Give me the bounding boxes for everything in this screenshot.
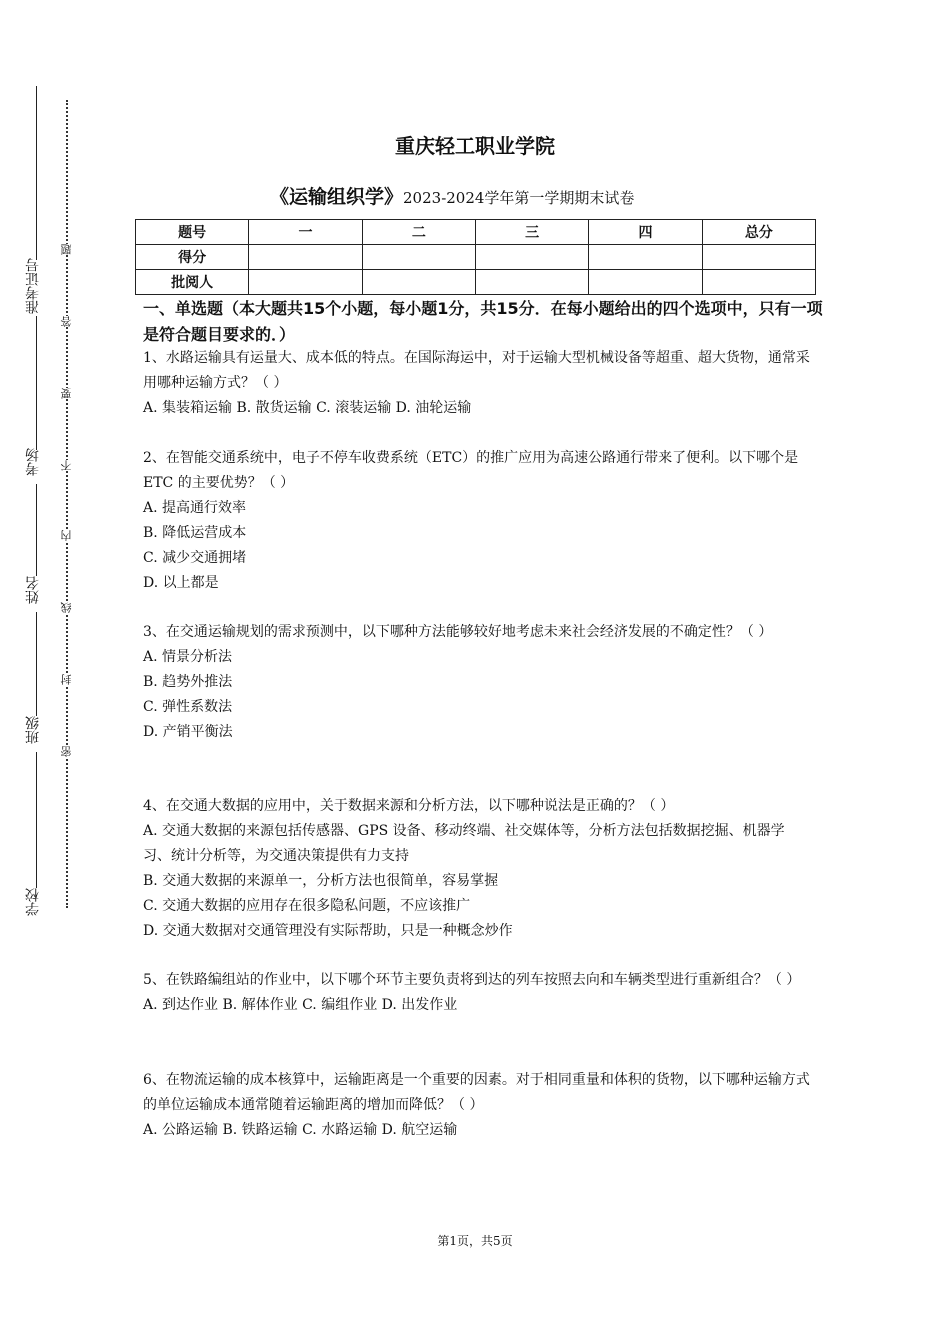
score-table xyxy=(135,219,816,295)
binding-label: 班级 xyxy=(25,716,41,744)
question-5 xyxy=(143,968,811,1018)
question-options: A. 公路运输 B. 铁路运输 C. 水路运输 D. 航空运输 xyxy=(143,1122,458,1138)
binding-field-school xyxy=(18,888,48,916)
question-options: A. 到达作业 B. 解体作业 C. 编组作业 D. 出发作业 xyxy=(143,997,458,1013)
question-stem: 1、水路运输具有运量大、成本低的特点。在国际海运中，对于运输大型机械设备等超重、超大货物，通常采用哪种运输方式？（ ） xyxy=(143,350,810,391)
seal-char: 密 xyxy=(60,746,73,757)
score-header-cell: 二 xyxy=(362,220,475,245)
school-title: 重庆轻工职业学院 xyxy=(395,134,555,158)
binding-label: 考场 xyxy=(25,448,41,476)
score-cell xyxy=(475,245,588,270)
score-header-cell: 三 xyxy=(475,220,588,245)
question-1 xyxy=(143,346,811,421)
question-option: C. 弹性系数法 xyxy=(143,699,233,715)
question-options: A. 集装箱运输 B. 散货运输 C. 滚装运输 D. 油轮运输 xyxy=(143,400,472,416)
question-stem: 4、在交通大数据的应用中，关于数据来源和分析方法，以下哪种说法是正确的？（ ） xyxy=(143,798,675,814)
seal-char: 题 xyxy=(60,244,73,255)
seal-dotted-line xyxy=(66,100,68,908)
question-option: B. 趋势外推法 xyxy=(143,674,233,690)
question-stem: 5、在铁路编组站的作业中，以下哪个环节主要负责将到达的列车按照去向和车辆类型进行重新组合？（ ） xyxy=(143,972,801,988)
question-stem: 3、在交通运输规划的需求预测中，以下哪种方法能够较好地考虑未来社会经济发展的不确定性？（ ） xyxy=(143,624,773,640)
question-option: D. 交通大数据对交通管理没有实际帮助，只是一种概念炒作 xyxy=(143,923,513,939)
score-cell xyxy=(249,245,362,270)
reviewer-cell xyxy=(702,270,815,295)
score-header-cell: 四 xyxy=(589,220,702,245)
binding-field-name xyxy=(18,576,48,604)
question-option: A. 提高通行效率 xyxy=(143,500,247,516)
binding-field-exam-id xyxy=(18,258,48,314)
score-header-cell: 一 xyxy=(249,220,362,245)
binding-label: 准考证号 xyxy=(25,258,41,314)
reviewer-row xyxy=(136,270,816,295)
question-option: D. 产销平衡法 xyxy=(143,724,233,740)
question-option: C. 减少交通拥堵 xyxy=(143,550,247,566)
score-cell xyxy=(702,245,815,270)
reviewer-cell xyxy=(589,270,702,295)
question-stem: 6、在物流运输的成本核算中，运输距离是一个重要的因素。对于相同重量和体积的货物，以下哪种运输方式的单位运输成本通常随着运输距离的增加而降低？（ ） xyxy=(143,1072,810,1113)
question-option: D. 以上都是 xyxy=(143,575,219,591)
score-row-label: 得分 xyxy=(136,245,249,270)
question-6 xyxy=(143,1068,811,1143)
question-option: B. 交通大数据的来源单一，分析方法也很简单，容易掌握 xyxy=(143,873,499,889)
question-option: C. 交通大数据的应用存在很多隐私问题，不应该推广 xyxy=(143,898,471,914)
binding-line xyxy=(36,612,37,716)
binding-label: 姓名 xyxy=(25,576,41,604)
binding-line xyxy=(36,484,37,576)
binding-line xyxy=(36,86,37,260)
binding-line xyxy=(36,316,37,450)
score-header-cell: 题号 xyxy=(136,220,249,245)
question-stem: 2、在智能交通系统中，电子不停车收费系统（ETC）的推广应用为高速公路通行带来了便利。以下哪个是 ETC 的主要优势？（ ） xyxy=(143,450,799,491)
score-table-header-row xyxy=(136,220,816,245)
section-heading: 一、单选题（本大题共15个小题，每小题1分，共15分．在每小题给出的四个选项中，只有一项是符合题目要求的．） xyxy=(143,299,823,344)
binding-field-exam-room xyxy=(18,448,48,476)
seal-char: 要 xyxy=(60,388,73,399)
exam-subtitle xyxy=(270,182,634,209)
score-cell xyxy=(589,245,702,270)
question-option: A. 情景分析法 xyxy=(143,649,233,665)
binding-line xyxy=(36,752,37,888)
reviewer-cell xyxy=(249,270,362,295)
score-row-label: 批阅人 xyxy=(136,270,249,295)
seal-char: 线 xyxy=(60,602,73,613)
page-footer: 第1页，共5页 xyxy=(437,1234,513,1248)
question-option: A. 交通大数据的来源包括传感器、GPS 设备、移动终端、社交媒体等，分析方法包括数据挖掘、机器学习、统计分析等，为交通决策提供有力支持 xyxy=(143,823,785,864)
reviewer-cell xyxy=(475,270,588,295)
question-2 xyxy=(143,446,811,596)
course-name: 《运输组织学》 xyxy=(270,186,404,208)
seal-char: 封 xyxy=(60,674,73,685)
exam-term: 2023-2024学年第一学期期末试卷 xyxy=(403,189,635,207)
score-row xyxy=(136,245,816,270)
seal-char: 内 xyxy=(60,530,73,541)
binding-label: 学校 xyxy=(25,888,41,916)
seal-char: 答 xyxy=(60,316,73,327)
reviewer-cell xyxy=(362,270,475,295)
question-3 xyxy=(143,620,811,745)
question-option: B. 降低运营成本 xyxy=(143,525,247,541)
question-4 xyxy=(143,794,811,944)
score-cell xyxy=(362,245,475,270)
binding-field-class xyxy=(18,716,48,744)
score-header-cell: 总分 xyxy=(702,220,815,245)
seal-char: 不 xyxy=(60,460,73,471)
